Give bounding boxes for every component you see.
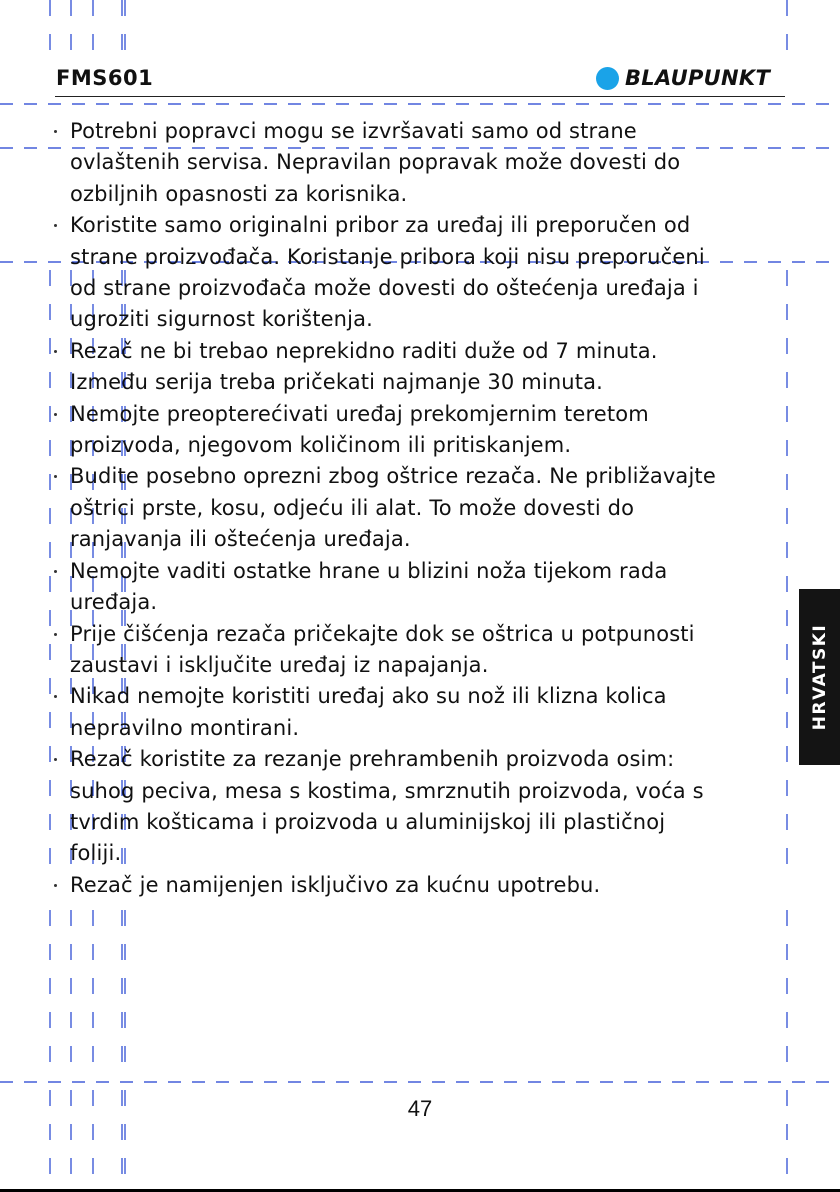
list-item-line: Nemojte vaditi ostatke hrane u blizini noža tijekom rada	[70, 558, 668, 583]
bullet-icon	[54, 413, 57, 416]
list-item-line: zaustavi i isključite uređaj iz napajanja.	[70, 652, 489, 677]
list-item	[54, 870, 784, 901]
bullet-icon	[54, 884, 57, 887]
language-tab	[799, 589, 840, 765]
list-item-line: Rezač je namijenjen isključivo za kućnu upotrebu.	[70, 872, 601, 897]
bullet-icon	[54, 130, 57, 133]
model-name: FMS601	[56, 66, 154, 90]
list-item-line: proizvoda, njegovom količinom ili pritiskanjem.	[70, 433, 572, 458]
list-item	[54, 116, 784, 210]
list-item-line: Budite posebno oprezni zbog oštrice rezača. Ne približavajte	[70, 464, 716, 489]
list-item-line: foliji.	[70, 841, 122, 866]
page-number: 47	[407, 1096, 433, 1121]
list-item-line: strane proizvođača. Koristanje pribora koji nisu preporučeni	[70, 244, 705, 269]
list-item	[54, 336, 784, 399]
list-item-line: Nemojte preopterećivati uređaj prekomjernim teretom	[70, 401, 649, 426]
bullet-icon	[54, 570, 57, 573]
bullet-icon	[54, 633, 57, 636]
list-item-line: Potrebni popravci mogu se izvršavati samo od strane	[70, 119, 637, 143]
bullet-icon	[54, 695, 57, 698]
bullet-icon	[54, 475, 57, 478]
list-item-line: Prije čišćenja rezača pričekajte dok se oštrica u potpunosti	[70, 621, 695, 646]
list-item-line: ozbiljnih opasnosti za korisnika.	[70, 181, 408, 206]
list-item-line: od strane proizvođača može dovesti do oštećenja uređaja i	[70, 276, 699, 301]
brand-dot-icon	[596, 67, 619, 90]
list-item	[54, 744, 784, 870]
list-item	[54, 619, 784, 682]
bullet-icon	[54, 758, 57, 761]
list-item-line: ovlaštenih servisa. Nepravilan popravak može dovesti do	[70, 150, 681, 175]
list-item-line: Između serija treba pričekati najmanje 30 minuta.	[70, 370, 603, 395]
bullet-icon	[54, 350, 57, 353]
language-tab-label: HRVATSKI	[809, 623, 830, 731]
bullet-icon	[54, 224, 57, 227]
list-item	[54, 556, 784, 619]
list-item-line: Nikad nemojte koristiti uređaj ako su nož ili klizna kolica	[70, 684, 667, 709]
list-item	[54, 399, 784, 462]
list-item-line: uređaja.	[70, 590, 158, 615]
list-item	[54, 681, 784, 744]
safety-instructions-list	[54, 116, 784, 901]
header-divider	[55, 96, 785, 97]
list-item-line: Rezač ne bi trebao neprekidno raditi duže od 7 minuta.	[70, 338, 658, 363]
list-item-line: nepravilno montirani.	[70, 715, 300, 740]
list-item-line: ranjavanja ili oštećenja uređaja.	[70, 527, 411, 552]
brand-name: BLAUPUNKT	[625, 66, 771, 90]
list-item-line: Koristite samo originalni pribor za uređaj ili preporučen od	[70, 213, 691, 238]
list-item	[54, 461, 784, 555]
list-item-line: tvrdim košticama i proizvoda u aluminijskoj ili plastičnoj	[70, 809, 666, 834]
list-item-line: oštrici prste, kosu, odjeću ili alat. To može dovesti do	[70, 495, 635, 520]
list-item-line: ugroziti sigurnost korištenja.	[70, 307, 373, 332]
brand-logo	[596, 64, 770, 92]
list-item-line: Rezač koristite za rezanje prehrambenih proizvoda osim:	[70, 747, 675, 772]
list-item	[54, 210, 784, 336]
list-item-line: suhog peciva, mesa s kostima, smrznutih proizvoda, voća s	[70, 778, 704, 803]
